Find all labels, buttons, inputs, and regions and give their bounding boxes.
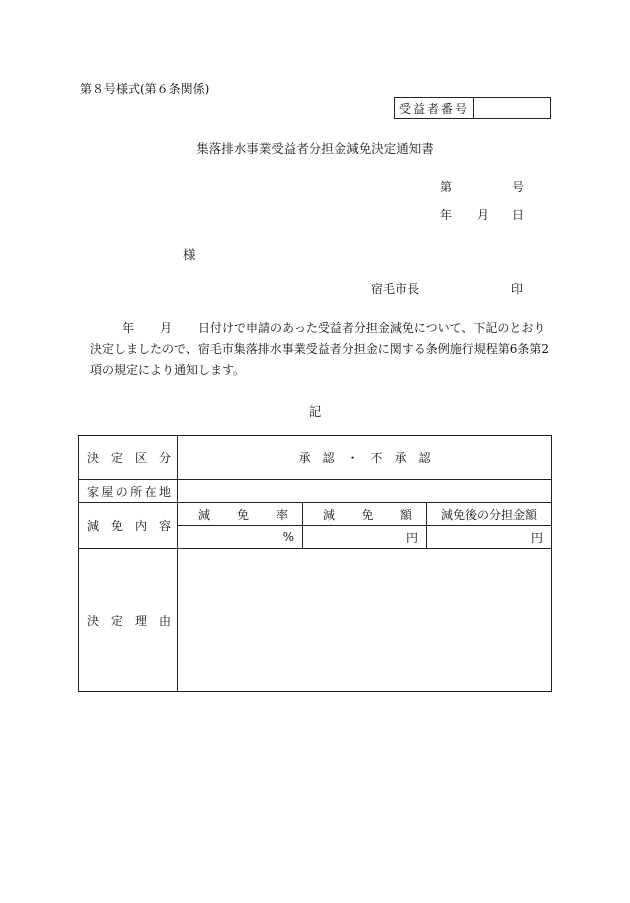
approval-choice[interactable]: 承 認 ・ 不 承 認 [178,436,552,480]
dai-label: 第 [440,180,453,194]
addressee-suffix: 様 [183,247,196,262]
form-number: 第８号様式(第６条関係) [80,82,210,96]
body-paragraph [90,318,552,381]
seal-mark: 印 [511,282,524,296]
row-reason [79,549,552,692]
reduction-content-label: 減 免 内 容 [79,503,178,549]
after-reduction-field[interactable]: 円 [427,526,552,549]
day-label: 日 [512,208,525,222]
row-reduction-header [79,503,552,526]
location-field[interactable] [178,480,552,503]
date-line [440,206,525,223]
reduction-rate-field[interactable]: % [178,526,303,549]
reduction-rate-header: 減 免 率 [178,503,303,526]
body-year: 年 [122,321,135,335]
location-label: 家 屋 の 所 在 地 [79,480,178,503]
recipient-number-label: 受益者番号 [395,98,474,118]
decision-table [78,435,552,692]
reason-label: 決 定 理 由 [79,549,178,692]
ki-heading: 記 [308,404,322,419]
recipient-number-box [394,97,551,119]
reduction-amount-field[interactable]: 円 [303,526,427,549]
go-label: 号 [512,180,525,194]
row-decision-type [79,436,552,480]
row-location [79,480,552,503]
document-title: 集落排水事業受益者分担金減免決定通知書 [196,141,434,156]
issuer-name: 宿毛市長 [371,282,420,296]
reason-field[interactable] [178,549,552,692]
decision-type-label: 決 定 区 分 [79,436,178,480]
body-month: 月 [160,321,173,335]
body-text: 日付けで申請のあった受益者分担金減免について、下記のとおり決定しましたので、宿毛市集落排水事業受益者分担金に関する条例施行規程第6条第2項の規定により通知します。 [90,321,550,377]
month-label: 月 [477,208,490,222]
recipient-number-field[interactable] [474,98,550,118]
year-label: 年 [440,208,453,222]
document-number-line [440,178,525,195]
reduction-amount-header: 減 免 額 [303,503,427,526]
after-reduction-header: 減免後の分担金額 [427,503,552,526]
